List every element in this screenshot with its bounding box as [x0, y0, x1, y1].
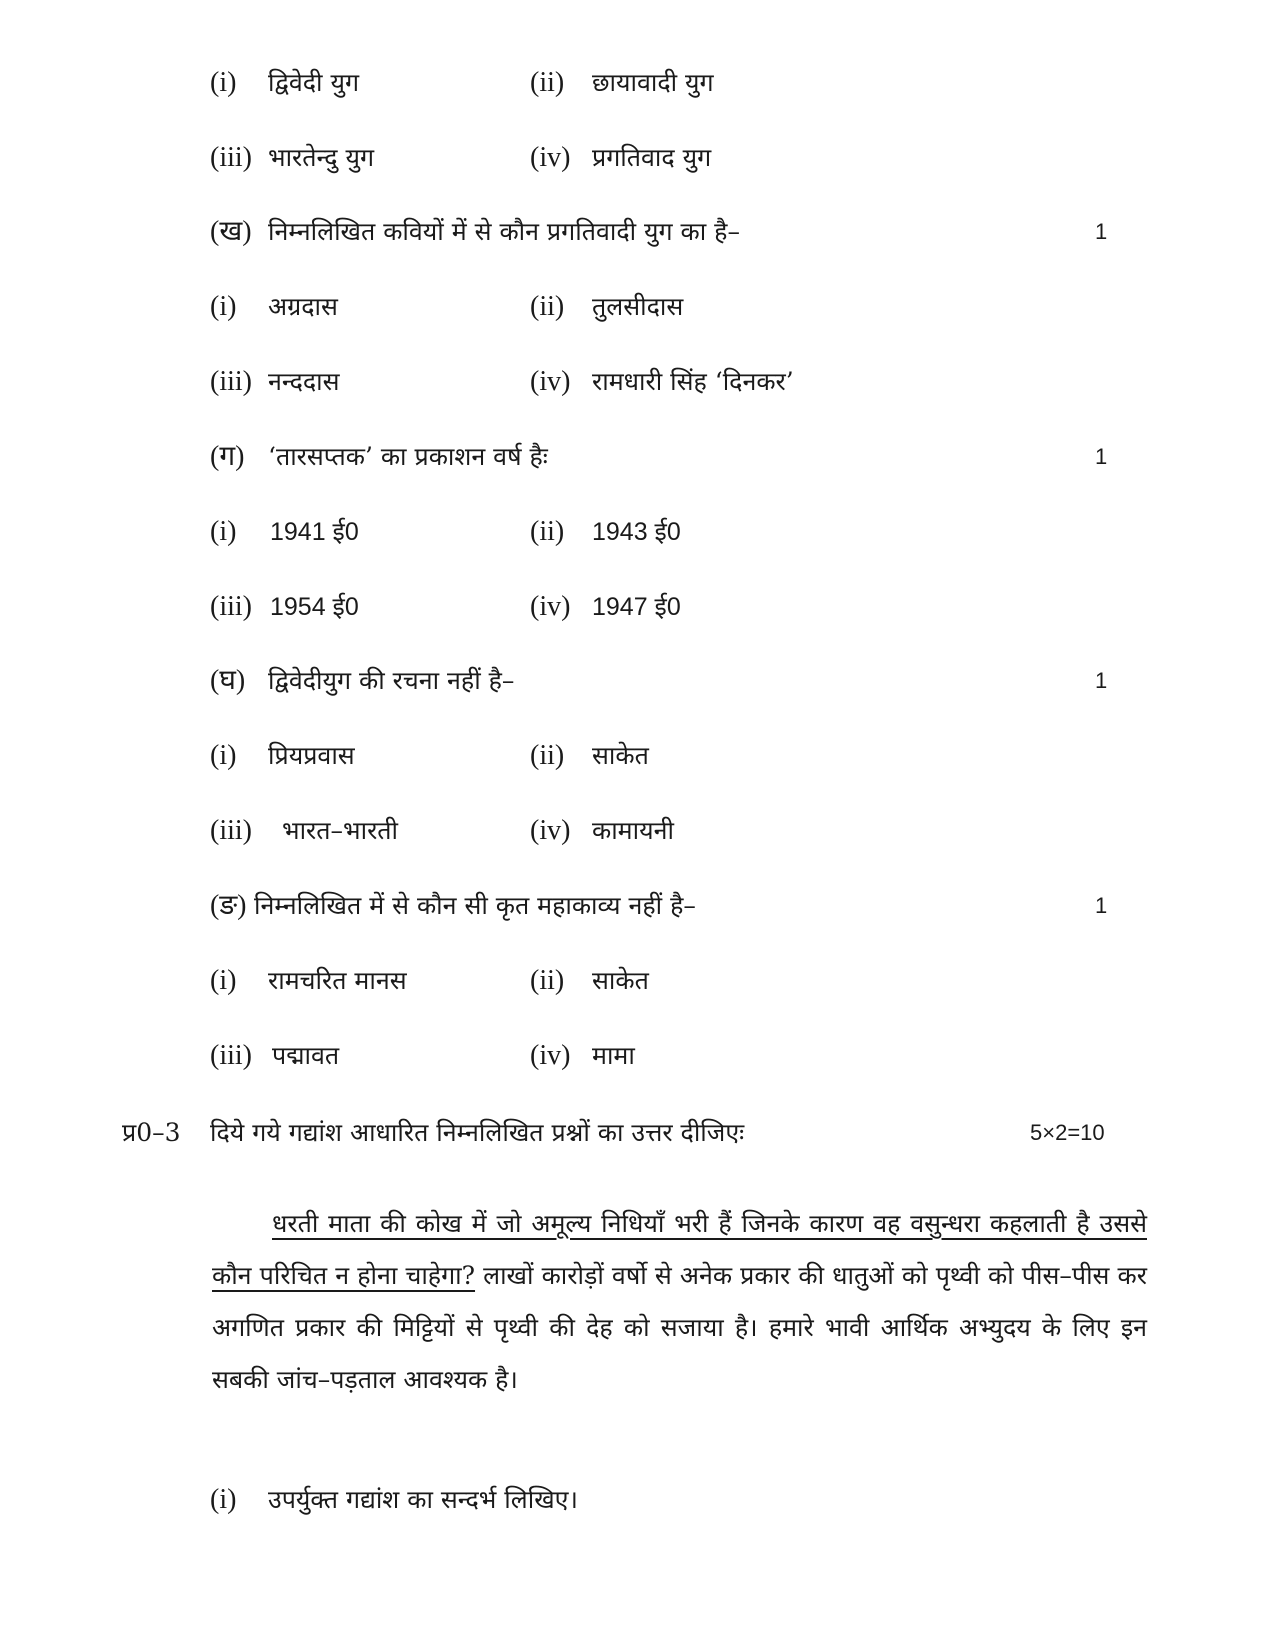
option-label: (iii) [210, 366, 252, 397]
option-row [0, 736, 1275, 776]
question-gha [0, 661, 1275, 701]
option-label: (ii) [530, 740, 565, 771]
option-text: पद्मावत [272, 1041, 340, 1070]
option-text: 1954 ई0 [270, 593, 359, 621]
sub-question-label: (i) [210, 1484, 237, 1515]
option-label: (i) [210, 291, 237, 322]
question-text: निम्नलिखित में से कौन सी कृत महाकाव्य नहीं है– [254, 891, 696, 920]
option-row [0, 961, 1275, 1001]
option-row [0, 63, 1275, 103]
passage-text: लाखों कारोड़ों वर्षो से अनेक प्रकार की धातुओं को पृथ्वी को पीस–पीस कर अगणित प्रकार की मिट्टियों से पृथ्वी की देह को सजाया है। हमारे भावी आर्थिक अभ्युदय के लिए इन सबकी जांच–पड़ताल आवश्यक है। [212, 1261, 1147, 1394]
option-label: (iv) [530, 366, 571, 397]
option-label: (i) [210, 740, 237, 771]
question-label: (ङ) [210, 890, 247, 921]
option-text: 1947 ई0 [592, 593, 681, 621]
option-row [0, 138, 1275, 178]
question-marks: 1 [1095, 219, 1108, 244]
option-text: मामा [592, 1041, 635, 1070]
option-text: रामचरित मानस [268, 966, 407, 995]
option-text: प्रियप्रवास [268, 741, 355, 770]
option-text: रामधारी सिंह ‘दिनकर’ [592, 367, 794, 396]
option-text: साकेत [592, 966, 649, 995]
option-row [0, 512, 1275, 552]
option-label: (ii) [530, 516, 565, 547]
question-label: (घ) [210, 665, 246, 696]
question-nga [0, 886, 1275, 926]
option-row [0, 587, 1275, 627]
option-text: नन्ददास [268, 367, 340, 396]
option-label: (iv) [530, 591, 571, 622]
sub-question-text: उपर्युक्त गद्यांश का सन्दर्भ लिखिए। [268, 1485, 578, 1514]
question-marks: 5×2=10 [1030, 1120, 1105, 1145]
option-row [0, 287, 1275, 327]
question-label: (ख) [210, 216, 252, 247]
option-label: (i) [210, 67, 237, 98]
option-text: छायावादी युग [592, 68, 714, 97]
option-text: द्विवेदी युग [268, 68, 360, 97]
question-kha [0, 212, 1275, 252]
option-text: 1943 ई0 [592, 518, 681, 546]
question-marks: 1 [1095, 668, 1108, 693]
option-text: कामायनी [592, 816, 674, 845]
question-3 [0, 1113, 1275, 1153]
option-text: भारत–भारती [282, 816, 399, 845]
question-text: ‘तारसप्तक’ का प्रकाशन वर्ष हैः [268, 442, 548, 471]
question-marks: 1 [1095, 893, 1108, 918]
passage-underlined-text: धरती माता की कोख में जो अमूल्य निधियाँ भरी हैं जिनके कारण वह वसुन्धरा कहलाती है उससे कौन परिचित न होना चाहेगा? [212, 1209, 1147, 1290]
question-label: (ग) [210, 441, 245, 472]
option-text: तुलसीदास [592, 292, 684, 321]
option-label: (iv) [530, 1040, 571, 1071]
option-label: (iii) [210, 142, 252, 173]
option-label: (iii) [210, 815, 252, 846]
option-label: (iii) [210, 591, 252, 622]
option-row [0, 362, 1275, 402]
option-text: 1941 ई0 [270, 518, 359, 546]
question-marks: 1 [1095, 444, 1108, 469]
question-number: प्र0–3 [122, 1118, 181, 1147]
option-label: (i) [210, 516, 237, 547]
option-text: भारतेन्दु युग [268, 143, 375, 172]
passage [212, 1198, 1147, 1406]
option-label: (ii) [530, 291, 565, 322]
option-row [0, 811, 1275, 851]
option-text: अग्रदास [268, 292, 338, 321]
question-text: निम्नलिखित कवियों में से कौन प्रगतिवादी युग का है– [268, 217, 740, 246]
question-ga [0, 437, 1275, 477]
option-text: साकेत [592, 741, 649, 770]
option-text: प्रगतिवाद युग [592, 143, 712, 172]
question-text: द्विवेदीयुग की रचना नहीं है– [268, 666, 515, 695]
option-label: (iv) [530, 142, 571, 173]
option-label: (iv) [530, 815, 571, 846]
option-label: (ii) [530, 67, 565, 98]
option-row [0, 1036, 1275, 1076]
option-label: (ii) [530, 965, 565, 996]
sub-question [0, 1480, 1275, 1520]
option-label: (iii) [210, 1040, 252, 1071]
option-label: (i) [210, 965, 237, 996]
question-text: दिये गये गद्यांश आधारित निम्नलिखित प्रश्नों का उत्तर दीजिएः [210, 1118, 745, 1147]
